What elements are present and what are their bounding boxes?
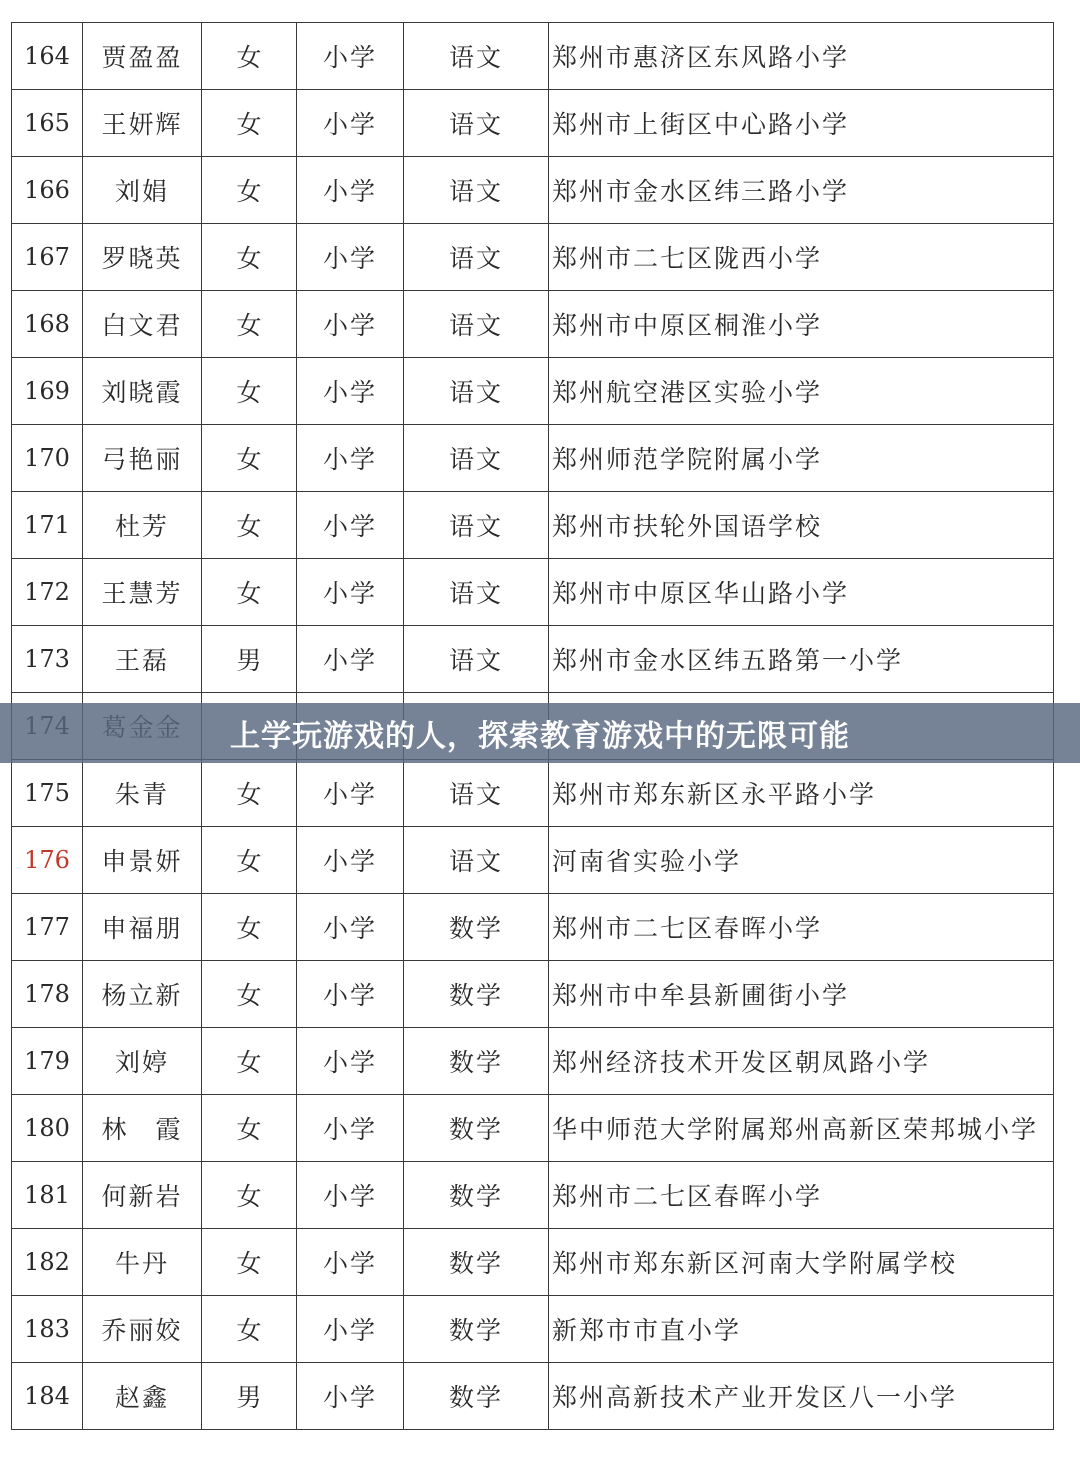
cell-name: 弓艳丽 [83,425,202,492]
cell-number: 167 [12,224,83,291]
cell-name: 申福朋 [83,894,202,961]
table-row [12,90,1054,157]
cell-number: 169 [12,358,83,425]
cell-school: 郑州航空港区实验小学 [549,358,1054,425]
cell-stage: 小学 [297,1363,404,1430]
cell-number: 165 [12,90,83,157]
cell-school: 华中师范大学附属郑州高新区荣邦城小学 [549,1095,1054,1162]
cell-name: 杨立新 [83,961,202,1028]
cell-gender: 男 [202,626,297,693]
cell-number: 181 [12,1162,83,1229]
table-row [12,559,1054,626]
cell-gender: 女 [202,1296,297,1363]
cell-gender: 女 [202,157,297,224]
cell-school: 郑州市中原区桐淮小学 [549,291,1054,358]
cell-subject: 数学 [404,1162,549,1229]
cell-school: 郑州高新技术产业开发区八一小学 [549,1363,1054,1430]
table-row [12,291,1054,358]
cell-stage: 小学 [297,23,404,90]
cell-subject: 数学 [404,894,549,961]
cell-subject: 语文 [404,492,549,559]
cell-number: 164 [12,23,83,90]
table-row [12,224,1054,291]
cell-name: 刘娟 [83,157,202,224]
cell-stage: 小学 [297,1095,404,1162]
cell-subject: 数学 [404,1296,549,1363]
table-row [12,23,1054,90]
table-row [12,961,1054,1028]
cell-name: 王妍辉 [83,90,202,157]
cell-subject: 语文 [404,559,549,626]
cell-name: 赵鑫 [83,1363,202,1430]
cell-gender: 女 [202,760,297,827]
cell-subject: 语文 [404,358,549,425]
cell-stage: 小学 [297,358,404,425]
cell-gender: 女 [202,23,297,90]
cell-name: 何新岩 [83,1162,202,1229]
cell-name: 白文君 [83,291,202,358]
cell-stage: 小学 [297,1162,404,1229]
cell-stage: 小学 [297,291,404,358]
cell-number: 177 [12,894,83,961]
cell-subject: 数学 [404,1229,549,1296]
cell-number: 170 [12,425,83,492]
cell-gender: 女 [202,894,297,961]
table-row [12,1296,1054,1363]
cell-subject: 语文 [404,291,549,358]
cell-school: 郑州市二七区春晖小学 [549,1162,1054,1229]
cell-number: 184 [12,1363,83,1430]
cell-number: 166 [12,157,83,224]
cell-gender: 女 [202,1095,297,1162]
cell-school: 郑州市惠济区东风路小学 [549,23,1054,90]
cell-stage: 小学 [297,626,404,693]
table-row [12,1162,1054,1229]
cell-number: 173 [12,626,83,693]
cell-subject: 语文 [404,23,549,90]
cell-name: 乔丽姣 [83,1296,202,1363]
cell-number: 176 [12,827,83,894]
cell-gender: 女 [202,1028,297,1095]
cell-stage: 小学 [297,224,404,291]
cell-subject: 语文 [404,90,549,157]
table-row [12,626,1054,693]
table-row [12,1095,1054,1162]
cell-stage: 小学 [297,559,404,626]
cell-number: 183 [12,1296,83,1363]
cell-name: 罗晓英 [83,224,202,291]
cell-subject: 语文 [404,425,549,492]
cell-gender: 女 [202,559,297,626]
cell-school: 郑州师范学院附属小学 [549,425,1054,492]
cell-subject: 数学 [404,1095,549,1162]
cell-gender: 女 [202,224,297,291]
cell-number: 179 [12,1028,83,1095]
cell-school: 郑州市扶轮外国语学校 [549,492,1054,559]
cell-name: 刘婷 [83,1028,202,1095]
table-row [12,157,1054,224]
cell-subject: 数学 [404,1028,549,1095]
cell-stage: 小学 [297,961,404,1028]
cell-stage: 小学 [297,90,404,157]
cell-name: 朱青 [83,760,202,827]
cell-number: 180 [12,1095,83,1162]
table-row [12,1229,1054,1296]
cell-stage: 小学 [297,492,404,559]
cell-stage: 小学 [297,1229,404,1296]
cell-stage: 小学 [297,894,404,961]
cell-school: 郑州市金水区纬三路小学 [549,157,1054,224]
cell-school: 郑州市中牟县新圃街小学 [549,961,1054,1028]
cell-name: 王磊 [83,626,202,693]
cell-gender: 女 [202,291,297,358]
cell-school: 郑州经济技术开发区朝凤路小学 [549,1028,1054,1095]
table-row [12,827,1054,894]
cell-school: 新郑市市直小学 [549,1296,1054,1363]
cell-school: 郑州市中原区华山路小学 [549,559,1054,626]
cell-stage: 小学 [297,1296,404,1363]
table-row [12,425,1054,492]
cell-gender: 女 [202,492,297,559]
table-row [12,1028,1054,1095]
cell-gender: 女 [202,827,297,894]
cell-subject: 语文 [404,224,549,291]
table-row [12,760,1054,827]
cell-gender: 女 [202,358,297,425]
cell-gender: 女 [202,961,297,1028]
cell-number: 168 [12,291,83,358]
cell-stage: 小学 [297,425,404,492]
cell-number: 175 [12,760,83,827]
cell-gender: 男 [202,1363,297,1430]
cell-stage: 小学 [297,827,404,894]
cell-number: 171 [12,492,83,559]
cell-school: 郑州市郑东新区永平路小学 [549,760,1054,827]
cell-stage: 小学 [297,1028,404,1095]
table-row [12,358,1054,425]
cell-school: 郑州市金水区纬五路第一小学 [549,626,1054,693]
title-banner [0,703,1080,763]
cell-name: 林 霞 [83,1095,202,1162]
cell-gender: 女 [202,1162,297,1229]
cell-name: 王慧芳 [83,559,202,626]
cell-school: 郑州市二七区春晖小学 [549,894,1054,961]
cell-school: 郑州市二七区陇西小学 [549,224,1054,291]
cell-subject: 语文 [404,827,549,894]
cell-school: 郑州市上街区中心路小学 [549,90,1054,157]
cell-stage: 小学 [297,760,404,827]
cell-school: 郑州市郑东新区河南大学附属学校 [549,1229,1054,1296]
cell-gender: 女 [202,1229,297,1296]
cell-name: 申景妍 [83,827,202,894]
cell-name: 杜芳 [83,492,202,559]
cell-school: 河南省实验小学 [549,827,1054,894]
table-row [12,1363,1054,1430]
cell-name: 牛丹 [83,1229,202,1296]
banner-title: 上学玩游戏的人，探索教育游戏中的无限可能 [230,719,850,754]
cell-subject: 数学 [404,961,549,1028]
cell-subject: 数学 [404,1363,549,1430]
cell-gender: 女 [202,425,297,492]
cell-subject: 语文 [404,626,549,693]
cell-stage: 小学 [297,157,404,224]
table-row [12,894,1054,961]
cell-number: 172 [12,559,83,626]
cell-name: 贾盈盈 [83,23,202,90]
cell-name: 刘晓霞 [83,358,202,425]
cell-number: 178 [12,961,83,1028]
table-row [12,492,1054,559]
cell-subject: 语文 [404,157,549,224]
cell-number: 182 [12,1229,83,1296]
cell-subject: 语文 [404,760,549,827]
cell-gender: 女 [202,90,297,157]
